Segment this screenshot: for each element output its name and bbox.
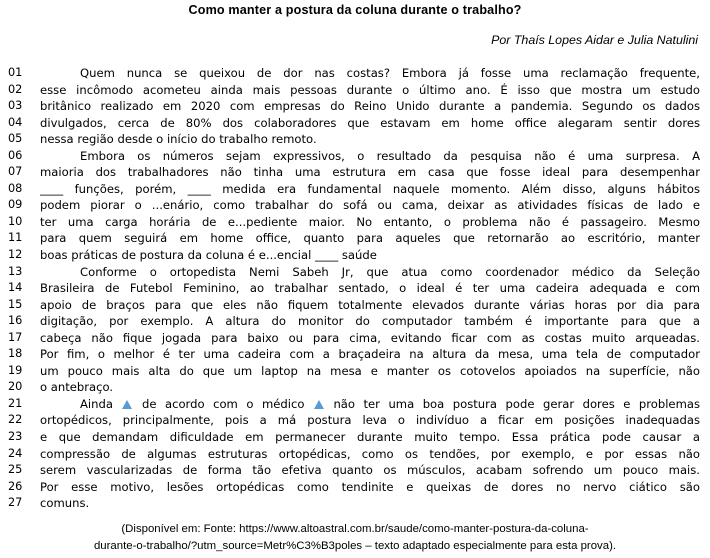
text-line-row: [0, 148, 710, 165]
line-text: Por esse motivo, lesões ortopédicas como tendinite e queixas de dores no nervo ciático são: [40, 479, 700, 494]
line-text: Ainda de acordo com o médico não ter uma boa postura pode gerar dores e problemas: [80, 396, 700, 411]
line-text: ortopédicos, principalmente, pois a má postura leva o indivíduo a ficar em posições inadequadas: [40, 413, 700, 428]
line-text: Por fim, o melhor é ter uma cadeira com a braçadeira na altura da mesa, uma tela de computador: [40, 347, 700, 362]
line-text: britânico realizado em 2020 com empresas do Reino Unido durante a pandemia. Segundo os dados: [40, 99, 700, 114]
line-text: boas práticas de postura da coluna é e...encial ____ saúde: [40, 248, 377, 263]
source-citation: [0, 521, 710, 555]
line-number: 18: [8, 347, 23, 361]
numbered-text-body: [0, 65, 710, 512]
text-line-row: [0, 363, 710, 380]
line-text: Brasileira de Futebol Feminino, ao trabalhar sentado, o ideal é ter uma cadeira adequada e com: [40, 281, 700, 296]
line-number: 19: [8, 363, 23, 377]
line-text: apoio de braços para que eles não fiquem totalmente elevados durante várias horas por dia para: [40, 297, 700, 312]
line-number: 22: [8, 413, 23, 427]
text-line-row: [0, 429, 710, 446]
line-number: 01: [8, 66, 23, 79]
line-number: 27: [8, 496, 23, 510]
line-text: e que demandam dificuldade em permanecer durante muito tempo. Essa prática pode causar a: [40, 430, 700, 445]
text-line-row: [0, 82, 710, 99]
line-text: ter uma carga horária de e...pediente maior. No entanto, o problema não é passageiro. Mesmo: [40, 214, 700, 229]
line-number: 04: [8, 115, 23, 129]
text-line-row: [0, 396, 710, 413]
text-line-row: [0, 280, 710, 297]
line-text: digitação, por exemplo. A altura do monitor do computador também é importante para que a: [40, 314, 700, 329]
line-text: cabeça não fique jogada para baixo ou para cima, evitando ficar com as costas muito arqueadas.: [40, 330, 700, 345]
line-number: 14: [8, 281, 23, 295]
line-text: Embora os números sejam expressivos, o resultado da pesquisa não é uma surpresa. A: [80, 148, 700, 163]
text-line-row: [0, 495, 710, 512]
line-text: divulgados, cerca de 80% dos colaboradores que estavam em home office alegaram sentir dores: [40, 115, 700, 130]
text-line-row: [0, 131, 710, 148]
line-text: podem piorar o ...enário, como trabalhar do sofá ou cama, deixar as atividades físicas de lado e: [40, 198, 700, 213]
source-citation-line-1: (Disponível em: Fonte: https://www.altoastral.com.br/saude/como-manter-postura-da-coluna-: [121, 523, 589, 535]
text-line-row: [0, 115, 710, 132]
line-number: 06: [8, 148, 23, 162]
line-text: compressão de algumas estruturas ortopédicas, como os tendões, por exemplo, e por essas não: [40, 446, 700, 461]
line-number: 17: [8, 330, 23, 344]
text-line-row: [0, 98, 710, 115]
line-text: esse incômodo acometeu ainda mais pessoas durante o último ano. É isso que mostra um estudo: [40, 82, 700, 97]
line-number: 10: [8, 214, 23, 228]
text-line-row: [0, 462, 710, 479]
line-text: Quem nunca se queixou de dor nas costas? Embora já fosse uma reclamação frequente,: [80, 66, 700, 80]
line-number: 11: [8, 231, 23, 245]
line-number: 07: [8, 165, 23, 179]
line-number: 02: [8, 82, 23, 96]
page-title: Como manter a postura da coluna durante o trabalho?: [188, 3, 522, 17]
line-text: para quem seguirá em home office, quanto para aqueles que retornarão ao escritório, manter: [40, 231, 700, 246]
line-number: 25: [8, 463, 23, 477]
line-text: nessa região desde o início do trabalho remoto.: [40, 132, 317, 147]
line-number: 05: [8, 132, 23, 146]
text-line-row: [0, 313, 710, 330]
text-line-row: [0, 446, 710, 463]
line-number: 23: [8, 430, 23, 444]
line-number: 15: [8, 297, 23, 311]
line-number: 12: [8, 248, 23, 262]
text-line-row: [0, 247, 710, 264]
text-line-row: [0, 330, 710, 347]
line-text: comuns.: [40, 496, 90, 511]
line-number: 03: [8, 99, 23, 113]
text-line-row: [0, 197, 710, 214]
text-line-row: [0, 264, 710, 281]
line-text: Conforme o ortopedista Nemi Sabeh Jr, que atua como coordenador médico da Seleção: [80, 264, 700, 279]
line-number: 13: [8, 264, 23, 278]
line-text: um pouco mais alta do que um laptop na mesa e manter os cotovelos apoiados na superfície, não: [40, 363, 700, 378]
line-number: 16: [8, 314, 23, 328]
line-number: 26: [8, 479, 23, 493]
text-line-row: [0, 379, 710, 396]
source-citation-line-2: durante-o-trabalho/?utm_source=Metr%C3%B3poles – texto adaptado especialmente para esta prova).: [93, 540, 617, 552]
insertion-marker-triangle-icon: [314, 400, 324, 409]
insertion-marker-triangle-icon: [122, 400, 132, 409]
text-line-row: [0, 230, 710, 247]
text-line-row: [0, 479, 710, 496]
line-text: serem vascularizadas de forma tão efetiva quanto os músculos, acabam sofrendo um pouco mais.: [40, 463, 700, 478]
line-number: 20: [8, 380, 23, 394]
text-line-row: [0, 412, 710, 429]
line-text: o antebraço.: [40, 380, 114, 395]
text-line-row: [0, 214, 710, 231]
byline-authors: Por Thaís Lopes Aidar e Julia Natulini: [491, 33, 698, 47]
text-line-row: [0, 297, 710, 314]
line-number: 08: [8, 181, 23, 195]
text-line-row: [0, 346, 710, 363]
text-line-row: [0, 164, 710, 181]
text-line-row: [0, 181, 710, 198]
line-number: 21: [8, 396, 23, 410]
line-text: maioria dos trabalhadores não tinha uma estrutura em casa que fosse ideal para desempenhar: [40, 165, 700, 180]
line-text: ____ funções, porém, ____ medida era fundamental naquele momento. Além disso, alguns hábitos: [40, 181, 700, 196]
line-number: 09: [8, 198, 23, 212]
line-number: 24: [8, 446, 23, 460]
text-line-row: [0, 65, 710, 82]
